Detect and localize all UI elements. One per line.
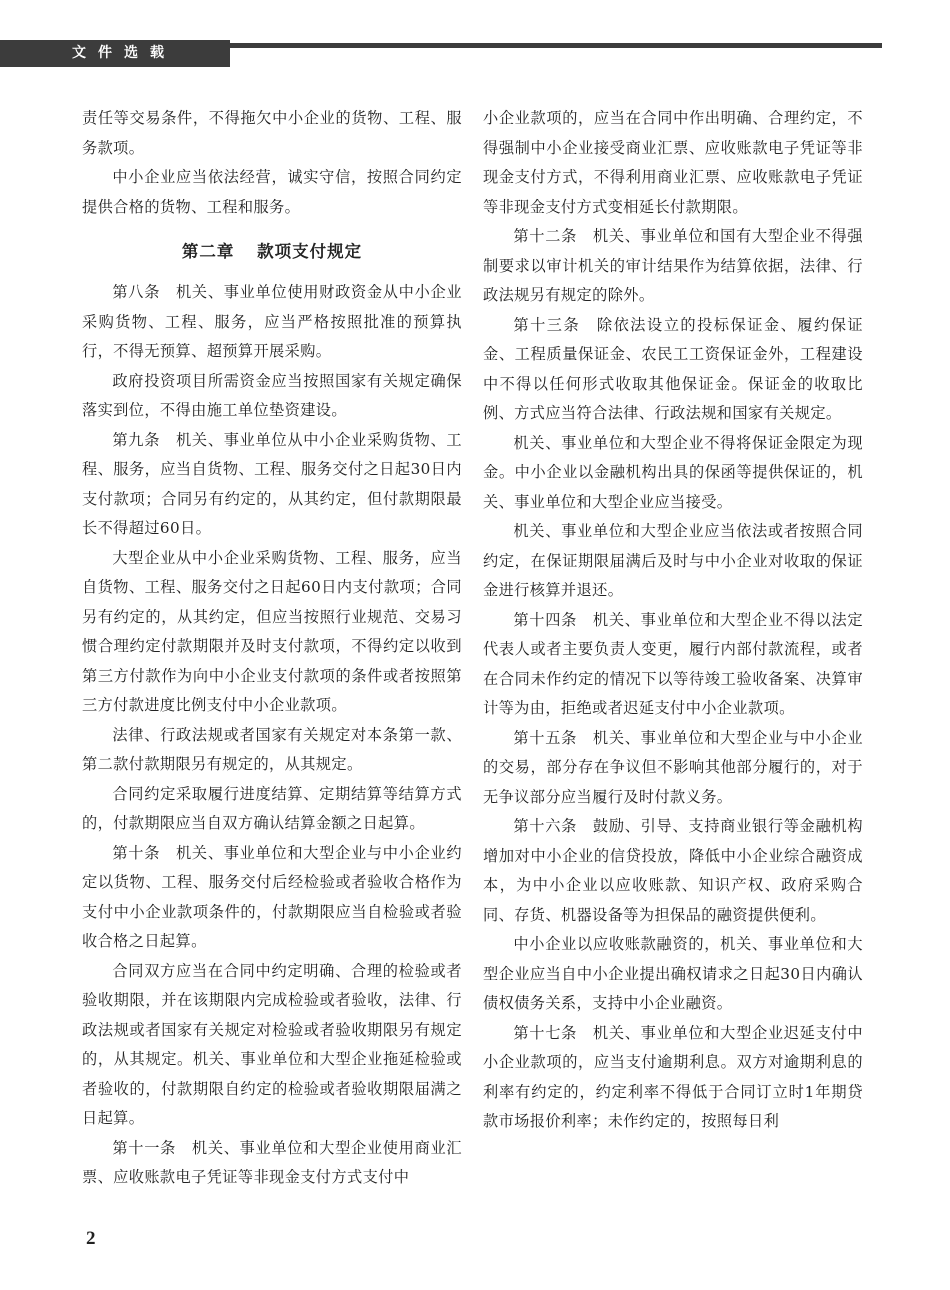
paragraph: 中小企业应当依法经营，诚实守信，按照合同约定提供合格的货物、工程和服务。 — [82, 168, 462, 216]
paragraph: 合同双方应当在合同中约定明确、合理的检验或者验收期限，并在该期限内完成检验或者验收，法律、行政法规或者国家有关规定对检验或者验收期限另有规定的，从其规定。机关、事业单位和大型企业拖延检验或者验收的，付款期限自约定的检验或者验收期限届满之日起算。 — [82, 961, 462, 1127]
paragraph: 政府投资项目所需资金应当按照国家有关规定确保落实到位，不得由施工单位垫资建设。 — [82, 371, 462, 419]
paragraph: 第十四条 机关、事业单位和大型企业不得以法定代表人或者主要负责人变更，履行内部付款流程，或者在合同未作约定的情况下以等待竣工验收备案、决算审计等为由，拒绝或者迟延支付中小企业款项。 — [483, 610, 863, 717]
paragraph: 合同约定采取履行进度结算、定期结算等结算方式的，付款期限应当自双方确认结算金额之日起算。 — [82, 784, 462, 832]
paragraph: 第十七条 机关、事业单位和大型企业迟延支付中小企业款项的，应当支付逾期利息。双方对逾期利息的利率有约定的，约定利率不得低于合同订立时1年期贷款市场报价利率；未作约定的，按照每日利 — [483, 1023, 863, 1130]
paragraph: 中小企业以应收账款融资的，机关、事业单位和大型企业应当自中小企业提出确权请求之日起30日内确认债权债务关系，支持中小企业融资。 — [483, 935, 863, 1012]
paragraph: 第十六条 鼓励、引导、支持商业银行等金融机构增加对中小企业的信贷投放，降低中小企业综合融资成本，为中小企业以应收账款、知识产权、政府采购合同、存货、机器设备等为担保品的融资提供便利。 — [483, 817, 863, 924]
chapter-title: 款项支付规定 — [257, 242, 363, 261]
paragraph: 第十条 机关、事业单位和大型企业与中小企业约定以货物、工程、服务交付后经检验或者验收合格作为支付中小企业款项条件的，付款期限应当自检验或者验收合格之日起算。 — [82, 843, 462, 950]
page-number: 2 — [86, 1228, 96, 1249]
paragraph: 第十一条 机关、事业单位和大型企业使用商业汇票、应收账款电子凭证等非现金支付方式支付中 — [82, 1138, 462, 1186]
left-column — [82, 104, 462, 1193]
paragraph: 机关、事业单位和大型企业不得将保证金限定为现金。中小企业以金融机构出具的保函等提供保证的，机关、事业单位和大型企业应当接受。 — [483, 433, 863, 511]
paragraph: 第八条 机关、事业单位使用财政资金从中小企业采购货物、工程、服务，应当严格按照批准的预算执行，不得无预算、超预算开展采购。 — [82, 283, 462, 360]
chapter-number: 第二章 — [181, 242, 235, 261]
chapter-heading — [82, 240, 462, 264]
paragraph: 第十二条 机关、事业单位和国有大型企业不得强制要求以审计机关的审计结果作为结算依据，法律、行政法规另有规定的除外。 — [483, 227, 863, 304]
paragraph: 小企业款项的，应当在合同中作出明确、合理约定，不得强制中小企业接受商业汇票、应收账款电子凭证等非现金支付方式，不得利用商业汇票、应收账款电子凭证等非现金支付方式变相延长付款期限。 — [483, 109, 863, 216]
right-column — [483, 104, 863, 1137]
paragraph: 机关、事业单位和大型企业应当依法或者按照合同约定，在保证期限届满后及时与中小企业对收取的保证金进行核算并退还。 — [483, 522, 863, 599]
header-rule — [230, 43, 882, 48]
section-header — [0, 40, 230, 67]
paragraph: 法律、行政法规或者国家有关规定对本条第一款、第二款付款期限另有规定的，从其规定。 — [82, 725, 462, 773]
paragraph: 第十三条 除依法设立的投标保证金、履约保证金、工程质量保证金、农民工工资保证金外，工程建设中不得以任何形式收取其他保证金。保证金的收取比例、方式应当符合法律、行政法规和国家有关规定。 — [483, 315, 863, 422]
paragraph: 第十五条 机关、事业单位和大型企业与中小企业的交易，部分存在争议但不影响其他部分履行的，对于无争议部分应当履行及时付款义务。 — [483, 728, 863, 806]
paragraph: 第九条 机关、事业单位从中小企业采购货物、工程、服务，应当自货物、工程、服务交付之日起30日内支付款项；合同另有约定的，从其约定，但付款期限最长不得超过60日。 — [82, 430, 462, 537]
paragraph: 责任等交易条件，不得拖欠中小企业的货物、工程、服务款项。 — [82, 109, 462, 157]
paragraph: 大型企业从中小企业采购货物、工程、服务，应当自货物、工程、服务交付之日起60日内支付款项；合同另有约定的，从其约定，但应当按照行业规范、交易习惯合理约定付款期限并及时支付款项，不得约定以收到第三方付款作为向中小企业支付款项的条件或者按照第三方付款进度比例支付中小企业款项。 — [82, 548, 462, 714]
section-label: 文件选载 — [72, 45, 176, 61]
